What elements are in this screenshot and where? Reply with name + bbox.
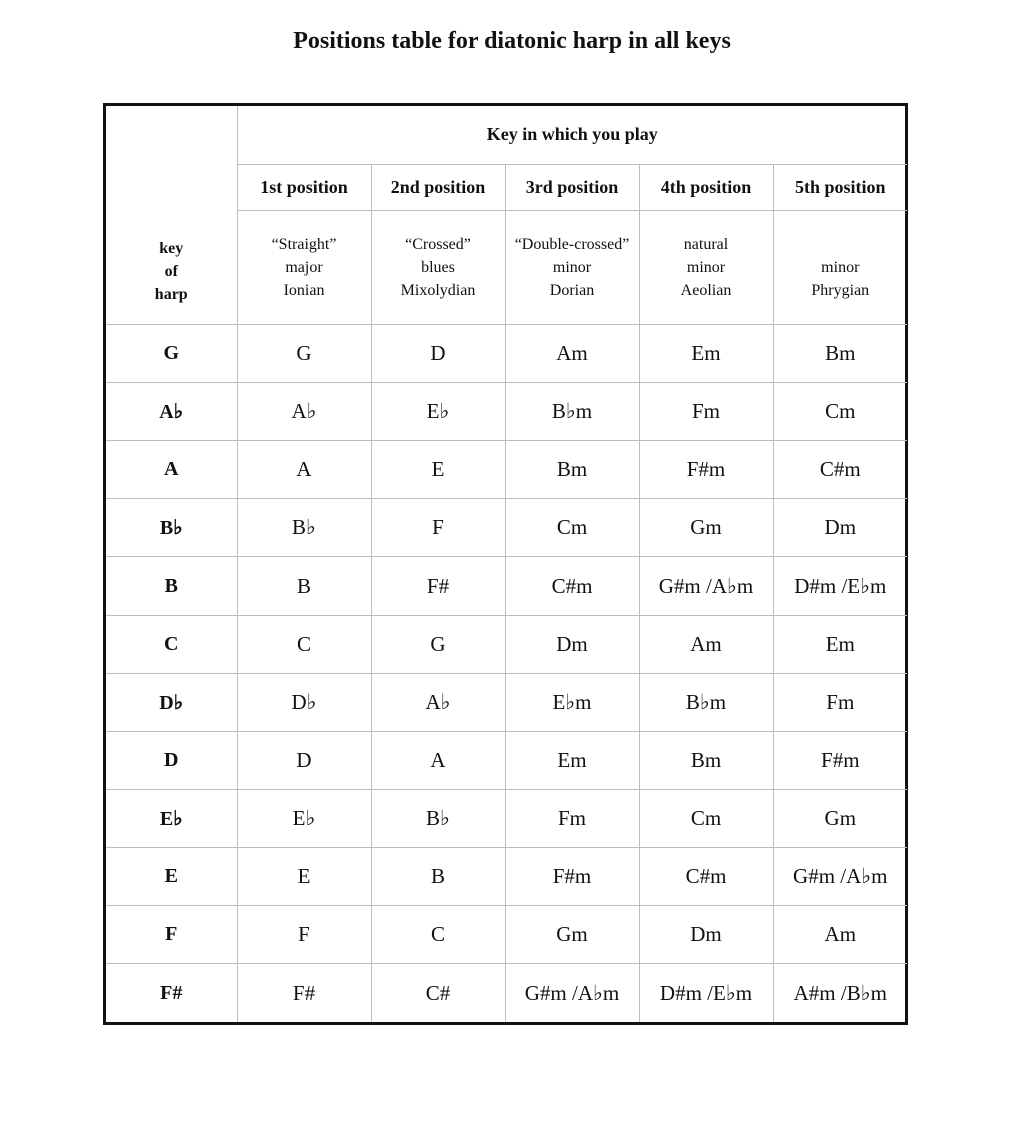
table-row	[106, 324, 907, 382]
harp-key-cell: E	[106, 848, 237, 906]
played-key-cell: F#m	[773, 731, 907, 789]
played-key-cell: Dm	[773, 499, 907, 557]
played-key-cell: G#m /A♭m	[639, 557, 773, 615]
played-key-cell: F#	[237, 964, 371, 1022]
played-key-cell: G#m /A♭m	[773, 848, 907, 906]
harp-key-cell: A	[106, 441, 237, 499]
played-key-cell: A#m /B♭m	[773, 964, 907, 1022]
table-row	[106, 673, 907, 731]
played-key-cell: F#m	[639, 441, 773, 499]
played-key-cell: C#	[371, 964, 505, 1022]
description-line: Mixolydian	[400, 281, 476, 299]
played-key-cell: A♭	[237, 383, 371, 441]
played-key-cell: E♭	[237, 789, 371, 847]
played-key-cell: Fm	[773, 673, 907, 731]
table-row	[106, 731, 907, 789]
table-row	[106, 441, 907, 499]
played-key-cell: C#m	[505, 557, 639, 615]
played-key-cell: D#m /E♭m	[773, 557, 907, 615]
position-description	[639, 210, 773, 324]
table-row	[106, 499, 907, 557]
played-key-cell: E♭	[371, 383, 505, 441]
harp-key-cell: D♭	[106, 673, 237, 731]
position-header: 5th position	[773, 164, 907, 210]
played-key-cell: A♭	[371, 673, 505, 731]
played-key-cell: B♭	[371, 789, 505, 847]
table-row	[106, 848, 907, 906]
played-key-cell: Cm	[505, 499, 639, 557]
description-line: natural	[683, 235, 729, 253]
document-title: Positions table for diatonic harp in all keys	[293, 28, 731, 54]
positions-table	[106, 106, 907, 1022]
description-line: blues	[421, 258, 455, 276]
played-key-cell: Em	[505, 731, 639, 789]
harp-key-cell: C	[106, 615, 237, 673]
played-key-cell: F#m	[505, 848, 639, 906]
harp-key-cell: A♭	[106, 383, 237, 441]
played-key-cell: C	[237, 615, 371, 673]
played-key-cell: E	[371, 441, 505, 499]
played-key-cell: F	[371, 499, 505, 557]
position-description	[505, 210, 639, 324]
played-key-cell: Bm	[773, 324, 907, 382]
harp-key-cell: B	[106, 557, 237, 615]
positions-table-frame	[103, 103, 908, 1025]
played-key-cell: G	[371, 615, 505, 673]
table-row	[106, 789, 907, 847]
description-line: Phrygian	[811, 281, 870, 299]
played-key-cell: C	[371, 906, 505, 964]
key-in-which-you-play-header: Key in which you play	[237, 106, 907, 164]
position-header: 4th position	[639, 164, 773, 210]
played-key-cell: Dm	[639, 906, 773, 964]
table-row	[106, 383, 907, 441]
key-col-line-2: of	[164, 262, 178, 280]
description-line: “Double-crossed”	[514, 235, 630, 253]
key-col-line-1: key	[159, 239, 184, 257]
description-line: “Crossed”	[405, 235, 471, 253]
played-key-cell: Fm	[505, 789, 639, 847]
played-key-cell: A	[371, 731, 505, 789]
description-line: “Straight”	[271, 235, 337, 253]
played-key-cell: B	[371, 848, 505, 906]
description-line: minor	[552, 258, 592, 276]
harp-key-cell: E♭	[106, 789, 237, 847]
harp-key-cell: F	[106, 906, 237, 964]
played-key-cell: D♭	[237, 673, 371, 731]
position-description	[237, 210, 371, 324]
position-header: 3rd position	[505, 164, 639, 210]
played-key-cell: C#m	[773, 441, 907, 499]
harp-key-cell: B♭	[106, 499, 237, 557]
position-header: 1st position	[237, 164, 371, 210]
description-line: minor	[821, 258, 860, 276]
table-row	[106, 964, 907, 1022]
description-line: Aeolian	[680, 281, 732, 299]
description-line: minor	[686, 258, 726, 276]
played-key-cell: Em	[773, 615, 907, 673]
played-key-cell: B♭m	[505, 383, 639, 441]
description-line	[774, 233, 908, 256]
key-of-harp-header	[106, 106, 237, 324]
played-key-cell: Am	[505, 324, 639, 382]
played-key-cell: F	[237, 906, 371, 964]
table-row	[106, 557, 907, 615]
played-key-cell: G#m /A♭m	[505, 964, 639, 1022]
played-key-cell: Cm	[639, 789, 773, 847]
played-key-cell: C#m	[639, 848, 773, 906]
description-line: Dorian	[549, 281, 595, 299]
played-key-cell: G	[237, 324, 371, 382]
description-line: major	[285, 258, 323, 276]
played-key-cell: D	[237, 731, 371, 789]
position-header: 2nd position	[371, 164, 505, 210]
played-key-cell: B♭	[237, 499, 371, 557]
harp-key-cell: D	[106, 731, 237, 789]
position-description	[371, 210, 505, 324]
played-key-cell: E♭m	[505, 673, 639, 731]
table-row	[106, 615, 907, 673]
played-key-cell: Gm	[639, 499, 773, 557]
played-key-cell: Em	[639, 324, 773, 382]
played-key-cell: A	[237, 441, 371, 499]
header-group-row	[106, 106, 907, 164]
played-key-cell: Dm	[505, 615, 639, 673]
played-key-cell: B♭m	[639, 673, 773, 731]
played-key-cell: D#m /E♭m	[639, 964, 773, 1022]
played-key-cell: D	[371, 324, 505, 382]
description-line: Ionian	[283, 281, 325, 299]
played-key-cell: Gm	[773, 789, 907, 847]
played-key-cell: Am	[773, 906, 907, 964]
played-key-cell: Bm	[505, 441, 639, 499]
harp-key-cell: G	[106, 324, 237, 382]
played-key-cell: Am	[639, 615, 773, 673]
harp-key-cell: F#	[106, 964, 237, 1022]
position-description	[773, 210, 907, 324]
played-key-cell: E	[237, 848, 371, 906]
played-key-cell: Bm	[639, 731, 773, 789]
played-key-cell: Cm	[773, 383, 907, 441]
played-key-cell: Gm	[505, 906, 639, 964]
played-key-cell: F#	[371, 557, 505, 615]
played-key-cell: B	[237, 557, 371, 615]
key-col-line-3: harp	[154, 285, 188, 303]
table-row	[106, 906, 907, 964]
played-key-cell: Fm	[639, 383, 773, 441]
